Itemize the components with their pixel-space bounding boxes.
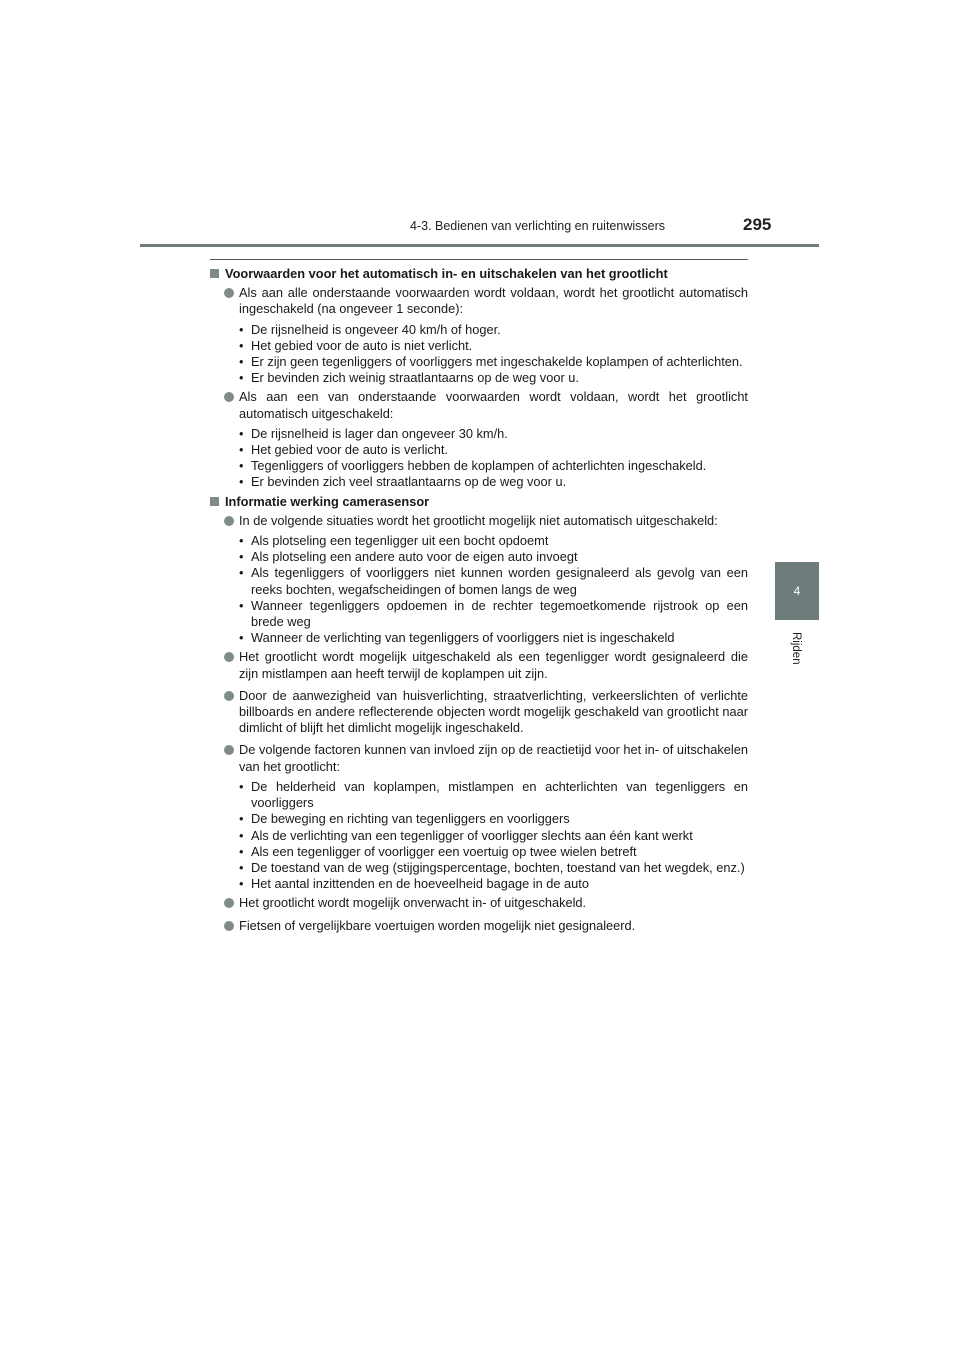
sub-list-item: • Wanneer de verlichting van tegenliggers of voorliggers niet is ingeschakeld <box>210 630 748 646</box>
chapter-header-title: 4-3. Bedienen van verlichting en ruitenwissers <box>410 219 665 233</box>
bullet-paragraph <box>210 389 748 421</box>
section-heading-text: Informatie werking camerasensor <box>225 493 430 509</box>
sub-list-item: • De rijsnelheid is lager dan ongeveer 30 km/h. <box>210 426 748 442</box>
bullet-group <box>210 918 748 934</box>
content-top-divider <box>210 259 748 260</box>
bullet-text: Als aan een van onderstaande voorwaarden wordt voldaan, wordt het grootlicht automatisch uitgeschakeld: <box>239 389 748 421</box>
page-content <box>210 265 748 940</box>
sub-list-item: • De beweging en richting van tegenliggers en voorliggers <box>210 811 748 827</box>
bullet-group <box>210 649 748 681</box>
bullet-paragraph <box>210 513 748 529</box>
sub-list-item: • Er zijn geen tegenliggers of voorliggers met ingeschakelde koplampen of achterlichten. <box>210 354 748 370</box>
bullet-group <box>210 389 748 490</box>
sub-list-item: • De rijsnelheid is ongeveer 40 km/h of hoger. <box>210 322 748 338</box>
sub-list <box>210 533 748 646</box>
bullet-group <box>210 285 748 386</box>
bullet-paragraph <box>210 742 748 774</box>
bullet-text: Het grootlicht wordt mogelijk onverwacht in- of uitgeschakeld. <box>239 895 587 911</box>
circle-bullet-icon <box>224 652 234 662</box>
sub-list-item: • Als tegenliggers of voorliggers niet kunnen worden gesignaleerd als gevolg van een reeks bochten, wegafscheidingen of bomen langs de weg <box>210 565 748 597</box>
sub-list <box>210 322 748 387</box>
circle-bullet-icon <box>224 392 234 402</box>
header-divider <box>140 244 819 247</box>
sub-list-item: • Er bevinden zich weinig straatlantaarns op de weg voor u. <box>210 370 748 386</box>
sub-list-item: • De helderheid van koplampen, mistlampen en achterlichten van tegenliggers en voorliggers <box>210 779 748 811</box>
sub-list-item: • Als de verlichting van een tegenligger of voorligger slechts aan één kant werkt <box>210 828 748 844</box>
bullet-paragraph <box>210 688 748 737</box>
sub-list-item: • De toestand van de weg (stijgingspercentage, bochten, toestand van het wegdek, enz.) <box>210 860 748 876</box>
bullet-text: Als aan alle onderstaande voorwaarden wordt voldaan, wordt het grootlicht automatisch ingeschakeld (na ongeveer 1 seconde): <box>239 285 748 317</box>
section-heading-text: Voorwaarden voor het automatisch in- en uitschakelen van het grootlicht <box>225 266 668 281</box>
bullet-text: Door de aanwezigheid van huisverlichting, straatverlichting, verkeerslichten of verlichte billboards en andere reflecterende objecten wordt mogelijk geschakeld van grootlicht naar dimlicht of blijft het dimlicht mogelijk ingeschakeld. <box>239 687 748 736</box>
bullet-paragraph <box>210 918 748 934</box>
bullet-paragraph <box>210 649 748 681</box>
sub-list-item: • Er bevinden zich veel straatlantaarns op de weg voor u. <box>210 474 748 490</box>
sub-list-item: • Als plotseling een andere auto voor de eigen auto invoegt <box>210 549 748 565</box>
bullet-group <box>210 688 748 737</box>
circle-bullet-icon <box>224 288 234 298</box>
circle-bullet-icon <box>224 516 234 526</box>
sub-list-item: • Tegenliggers of voorliggers hebben de koplampen of achterlichten ingeschakeld. <box>210 458 748 474</box>
sub-list-item: • Het aantal inzittenden en de hoeveelheid bagage in de auto <box>210 876 748 892</box>
bullet-group <box>210 513 748 647</box>
circle-bullet-icon <box>224 921 234 931</box>
circle-bullet-icon <box>224 691 234 701</box>
sub-list <box>210 779 748 892</box>
bullet-group <box>210 742 748 892</box>
bullet-text: De volgende factoren kunnen van invloed zijn op de reactietijd voor het in- of uitschakelen van het grootlicht: <box>239 742 748 774</box>
chapter-tab[interactable] <box>775 562 819 620</box>
sub-list-item: • Als plotseling een tegenligger uit een bocht opdoemt <box>210 533 748 549</box>
chapter-tab-number: 4 <box>793 584 801 598</box>
circle-bullet-icon <box>224 745 234 755</box>
page-number: 295 <box>743 215 772 234</box>
sub-list-item: • Het gebied voor de auto is verlicht. <box>210 442 748 458</box>
square-bullet-icon <box>210 269 219 278</box>
circle-bullet-icon <box>224 898 234 908</box>
bullet-group <box>210 895 748 911</box>
bullet-paragraph <box>210 285 748 317</box>
section-heading <box>210 266 748 282</box>
bullet-paragraph <box>210 895 748 911</box>
bullet-text: Het grootlicht wordt mogelijk uitgeschakeld als een tegenligger wordt gesignaleerd die zijn mistlampen aan heeft terwijl de koplampen uit zijn. <box>239 649 748 681</box>
square-bullet-icon <box>210 497 219 506</box>
bullet-text: Fietsen of vergelijkbare voertuigen worden mogelijk niet gesignaleerd. <box>239 917 636 933</box>
section-heading <box>210 494 748 510</box>
chapter-tab-label: Rijden <box>790 632 802 665</box>
sub-list-item: • Het gebied voor de auto is niet verlicht. <box>210 338 748 354</box>
bullet-text: In de volgende situaties wordt het grootlicht mogelijk niet automatisch uitgeschakeld: <box>239 512 718 528</box>
sub-list-item: • Als een tegenligger of voorligger een voertuig op twee wielen betreft <box>210 844 748 860</box>
sub-list <box>210 426 748 491</box>
sub-list-item: • Wanneer tegenliggers opdoemen in de rechter tegemoetkomende rijstrook op een brede weg <box>210 598 748 630</box>
